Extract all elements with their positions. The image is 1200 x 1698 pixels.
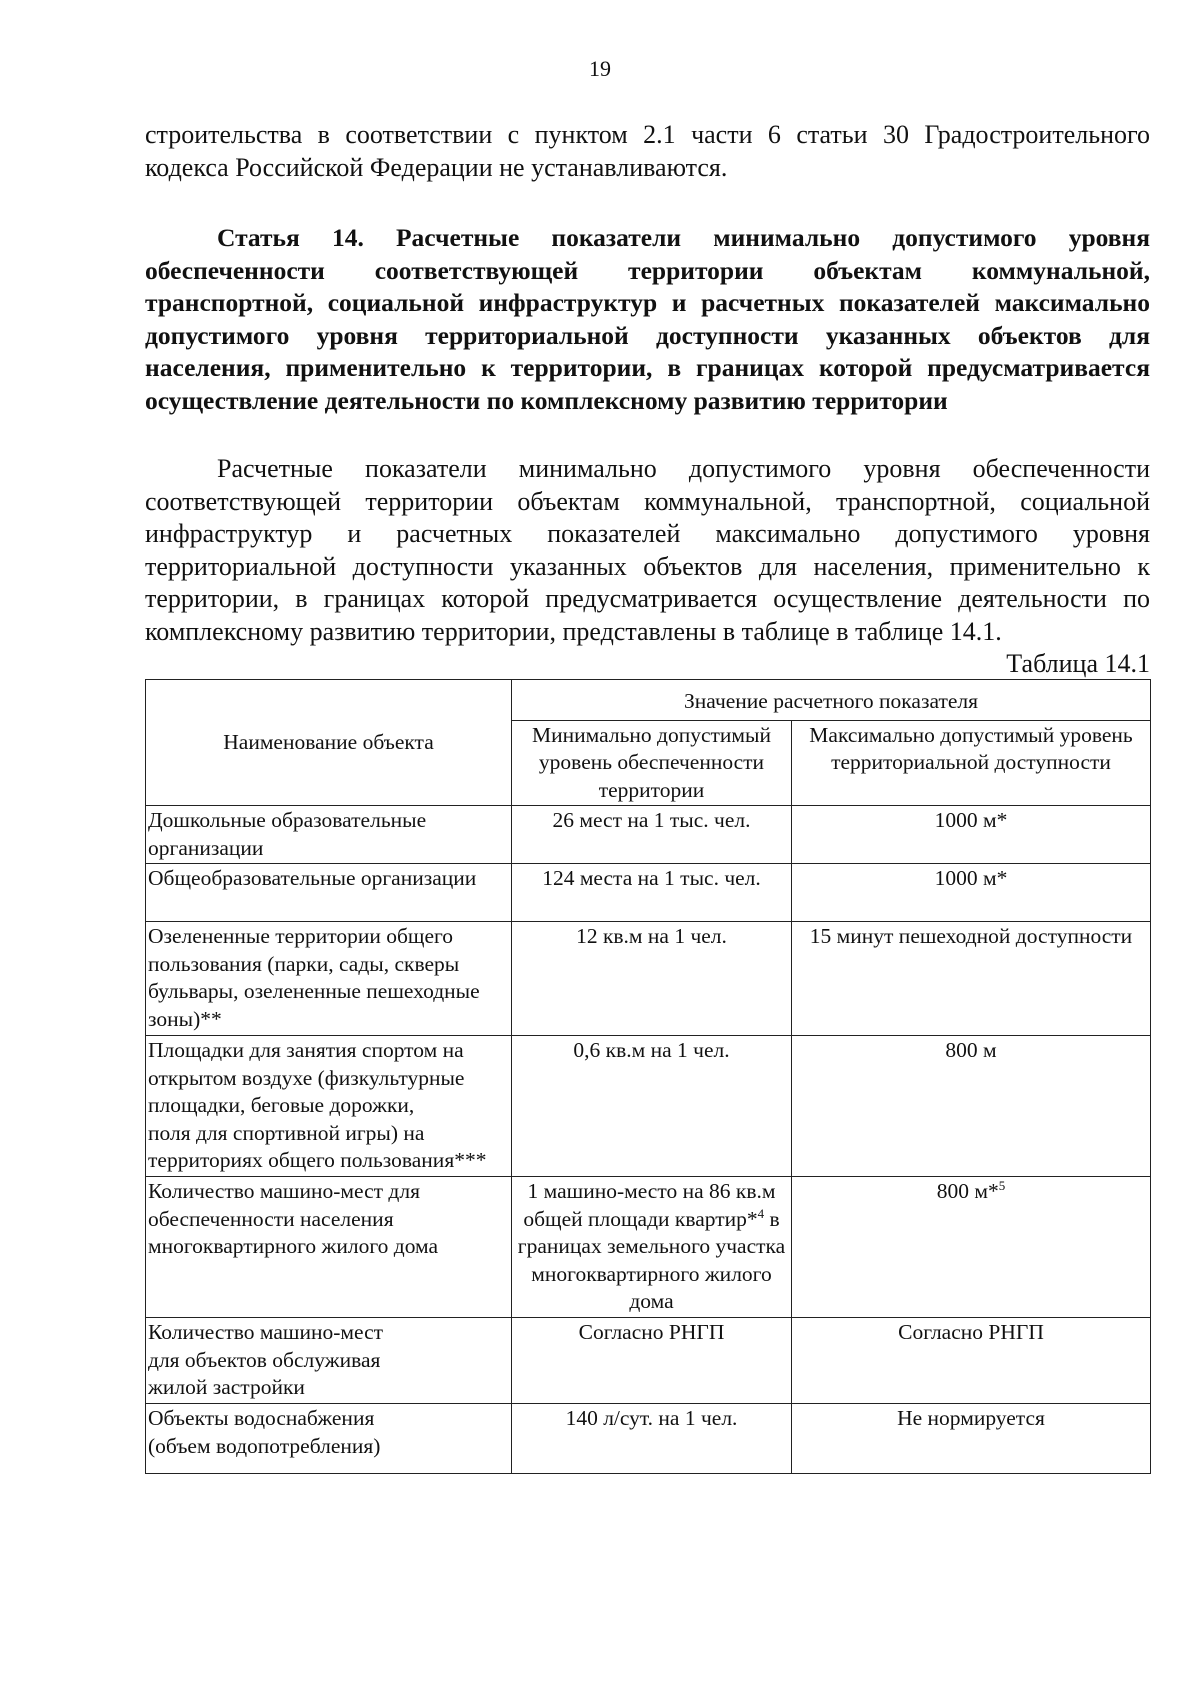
row-max-text: 800 м* (936, 1179, 999, 1203)
row-name: Количество машино-мест для объектов обслуживая жилой застройки (146, 1318, 512, 1404)
row-min-line1: 1 машино-место на 86 кв.м общей площади квартир* (523, 1179, 776, 1231)
row-name: Площадки для занятия спортом на открытом воздухе (физкультурные площадки, беговые дорожки, поля для спортивной игры) на территориях общего пользования*** (146, 1036, 512, 1177)
table-row (146, 1036, 1151, 1177)
row-max: 800 м (792, 1036, 1151, 1177)
table-row (146, 864, 1151, 922)
table-caption: Таблица 14.1 (1006, 649, 1150, 678)
row-name: Озелененные территории общего пользования (парки, сады, скверы бульвары, озелененные пешеходные зоны)** (146, 922, 512, 1036)
row-max: 1000 м* (792, 864, 1151, 922)
table-row (146, 1177, 1151, 1318)
row-min (512, 1177, 792, 1318)
row-name: Объекты водоснабжения (объем водопотребления) (146, 1404, 512, 1474)
row-min: 12 кв.м на 1 чел. (512, 922, 792, 1036)
header-name-col: Наименование объекта (146, 680, 512, 806)
table-row (146, 922, 1151, 1036)
body-paragraph: Расчетные показатели минимально допустимого уровня обеспеченности соответствующей территории объектам коммунальной, транспортной, социальной инфраструктур и расчетных показателей максимально допустимого уровня территориальной доступности указанных объектов для населения, применительно к территории, в границах которой предусматривается осуществление деятельности по комплексному развитию территории, представлены в таблице в таблице 14.1. (145, 454, 1150, 646)
row-max: Согласно РНГП (792, 1318, 1151, 1404)
intro-paragraph: строительства в соответствии с пунктом 2.1 части 6 статьи 30 Градостроительного кодекса Российской Федерации не устанавливаются. (145, 120, 1150, 182)
document-body (145, 118, 1150, 1474)
row-name: Общеобразовательные организации (146, 864, 512, 922)
row-min: 140 л/сут. на 1 чел. (512, 1404, 792, 1474)
row-min: 0,6 кв.м на 1 чел. (512, 1036, 792, 1177)
row-min-line2: в границах земельного участка многоквартирного жилого дома (517, 1206, 786, 1313)
footnote-marker: 4 (757, 1205, 765, 1221)
header-max-col: Максимально допустимый уровень территориальной доступности (792, 720, 1151, 806)
table-row (146, 806, 1151, 864)
row-min: 124 места на 1 тыс. чел. (512, 864, 792, 922)
header-min-col: Минимально допустимый уровень обеспеченности территории (512, 720, 792, 806)
table-row (146, 1318, 1151, 1404)
indicators-table (145, 679, 1151, 1474)
page-number: 19 (589, 56, 611, 81)
footnote-marker: 5 (998, 1177, 1006, 1193)
table-row (146, 1404, 1151, 1474)
article-title: Статья 14. Расчетные показатели минимально допустимого уровня обеспеченности соответствующей территории объектам коммунальной, транспортной, социальной инфраструктур и расчетных показателей максимально допустимого уровня территориальной доступности указанных объектов для населения, применительно к территории, в границах которой предусматривается осуществление деятельности по комплексному развитию территории (145, 223, 1150, 415)
header-group: Значение расчетного показателя (512, 680, 1151, 721)
row-min: Согласно РНГП (512, 1318, 792, 1404)
row-name: Дошкольные образовательные организации (146, 806, 512, 864)
row-max: Не нормируется (792, 1404, 1151, 1474)
row-max: 1000 м* (792, 806, 1151, 864)
row-min: 26 мест на 1 тыс. чел. (512, 806, 792, 864)
row-max (792, 1177, 1151, 1318)
row-name: Количество машино-мест для обеспеченности населения многоквартирного жилого дома (146, 1177, 512, 1318)
table-header-row (146, 680, 1151, 721)
row-max: 15 минут пешеходной доступности (792, 922, 1151, 1036)
